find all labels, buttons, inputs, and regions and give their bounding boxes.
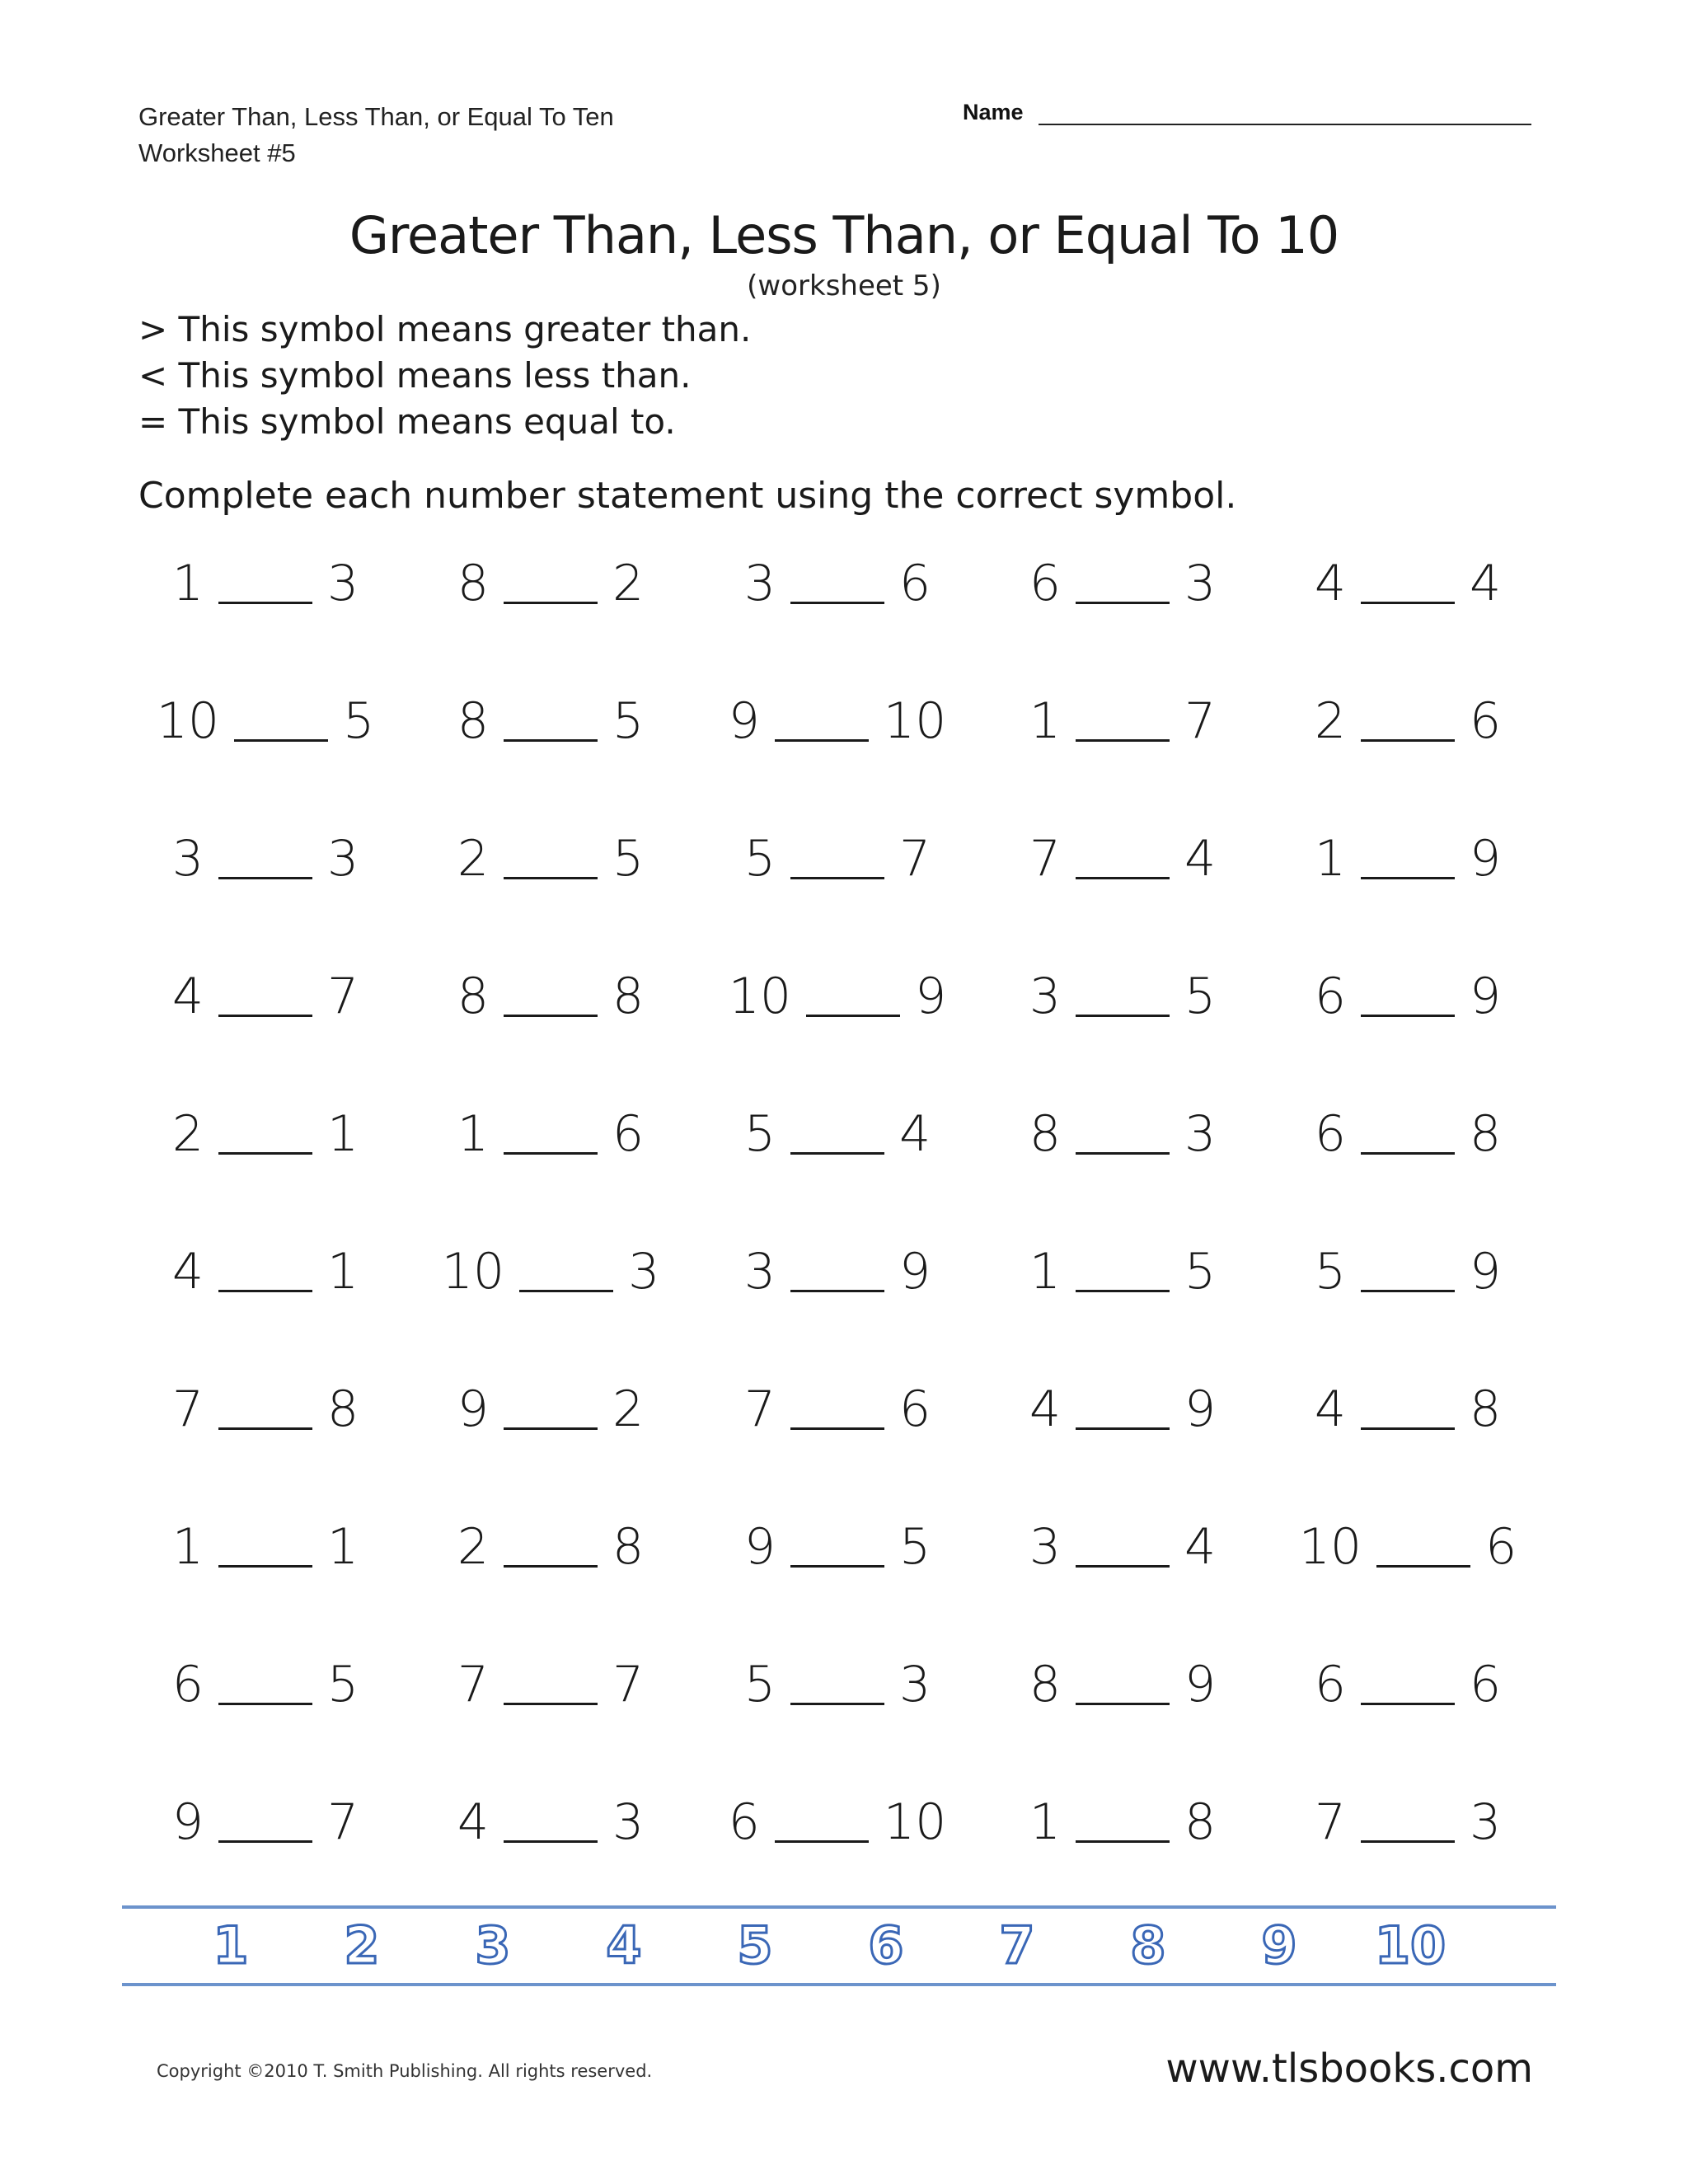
right-number: 2 — [612, 555, 645, 612]
right-number: 10 — [883, 692, 947, 750]
left-number: 9 — [728, 692, 760, 750]
answer-blank[interactable] — [1376, 1526, 1470, 1568]
left-number: 2 — [457, 830, 489, 888]
answer-blank[interactable] — [504, 976, 598, 1017]
left-number: 8 — [457, 555, 489, 612]
answer-blank[interactable] — [790, 1389, 884, 1430]
number-statement — [999, 551, 1246, 616]
right-number: 7 — [327, 968, 359, 1025]
answer-blank[interactable] — [790, 563, 884, 604]
left-number: 5 — [743, 1105, 776, 1163]
right-number: 5 — [343, 692, 375, 750]
answer-blank[interactable] — [1361, 838, 1455, 879]
left-number: 2 — [457, 1518, 489, 1576]
number-statement — [427, 963, 674, 1029]
website: www.tlsbooks.com — [1165, 2046, 1533, 2092]
answer-blank[interactable] — [1361, 1113, 1455, 1155]
right-number: 2 — [612, 1380, 645, 1438]
number-statement — [427, 1376, 674, 1442]
number-statement — [1284, 688, 1531, 754]
left-number: 6 — [1314, 1105, 1346, 1163]
number-statement — [999, 1239, 1246, 1305]
number-line — [122, 1905, 1556, 1986]
right-number: 4 — [1184, 830, 1217, 888]
number-statement — [714, 1514, 961, 1580]
left-number: 4 — [171, 1243, 204, 1301]
number-statement — [999, 1652, 1246, 1718]
right-number: 8 — [612, 968, 645, 1025]
legend-greater-than: > This symbol means greater than. — [138, 309, 752, 349]
right-number: 9 — [1184, 1380, 1217, 1438]
number-statement — [142, 1789, 389, 1855]
number-statement — [427, 1239, 674, 1305]
number-statement — [999, 1514, 1246, 1580]
right-number: 4 — [1184, 1518, 1217, 1576]
number-statement — [1284, 1239, 1531, 1305]
right-number: 5 — [327, 1656, 359, 1713]
left-number: 7 — [1314, 1793, 1346, 1851]
number-statement — [1284, 1514, 1531, 1580]
answer-blank[interactable] — [218, 563, 312, 604]
right-number: 9 — [915, 968, 947, 1025]
answer-blank[interactable] — [1361, 1802, 1455, 1843]
left-number: 6 — [171, 1656, 204, 1713]
answer-blank[interactable] — [504, 1664, 598, 1705]
right-number: 8 — [327, 1380, 359, 1438]
number-statement — [714, 1789, 961, 1855]
answer-blank[interactable] — [218, 1251, 312, 1292]
number-statement — [714, 1376, 961, 1442]
number-statement — [142, 1652, 389, 1718]
name-label: Name — [963, 100, 1024, 124]
left-number: 2 — [171, 1105, 204, 1163]
right-number: 9 — [1470, 830, 1502, 888]
number-line-digit: 4 — [606, 1915, 642, 1975]
answer-blank[interactable] — [1076, 563, 1170, 604]
right-number: 5 — [612, 692, 645, 750]
left-number: 10 — [1298, 1518, 1362, 1576]
answer-blank[interactable] — [504, 1389, 598, 1430]
number-statement — [714, 826, 961, 892]
number-statement — [1284, 963, 1531, 1029]
right-number: 8 — [1470, 1380, 1502, 1438]
left-number: 4 — [1314, 555, 1346, 612]
number-statement — [142, 1514, 389, 1580]
answer-blank[interactable] — [504, 1802, 598, 1843]
number-statement — [1284, 1376, 1531, 1442]
left-number: 7 — [1029, 830, 1061, 888]
right-number: 10 — [883, 1793, 947, 1851]
number-line-digit: 1 — [213, 1915, 249, 1975]
right-number: 5 — [1184, 1243, 1217, 1301]
number-statement — [1284, 1652, 1531, 1718]
right-number: 7 — [612, 1656, 645, 1713]
left-number: 9 — [743, 1518, 776, 1576]
answer-blank[interactable] — [1361, 1251, 1455, 1292]
number-statement — [1284, 826, 1531, 892]
answer-blank[interactable] — [1361, 1664, 1455, 1705]
right-number: 1 — [327, 1243, 359, 1301]
number-statement — [427, 826, 674, 892]
right-number: 3 — [612, 1793, 645, 1851]
number-statement — [714, 1652, 961, 1718]
answer-blank[interactable] — [218, 976, 312, 1017]
left-number: 8 — [457, 968, 489, 1025]
right-number: 4 — [899, 1105, 931, 1163]
right-number: 7 — [1184, 692, 1217, 750]
number-statement — [714, 551, 961, 616]
number-statement — [714, 963, 961, 1029]
number-line-digit: 3 — [475, 1915, 511, 1975]
right-number: 9 — [1470, 968, 1502, 1025]
number-statement — [1284, 1789, 1531, 1855]
answer-blank[interactable] — [790, 1113, 884, 1155]
answer-blank[interactable] — [1076, 1526, 1170, 1568]
left-number: 6 — [1029, 555, 1061, 612]
answer-blank[interactable] — [790, 1526, 884, 1568]
right-number: 3 — [1470, 1793, 1502, 1851]
left-number: 6 — [1314, 968, 1346, 1025]
number-line-digit: 6 — [868, 1915, 904, 1975]
number-line-digit: 5 — [737, 1915, 773, 1975]
left-number: 1 — [171, 555, 204, 612]
number-statement — [714, 1239, 961, 1305]
answer-blank[interactable] — [1076, 1664, 1170, 1705]
left-number: 9 — [457, 1380, 489, 1438]
number-statement — [1284, 1101, 1531, 1167]
right-number: 5 — [1184, 968, 1217, 1025]
left-number: 4 — [1029, 1380, 1061, 1438]
number-statement — [427, 1789, 674, 1855]
left-number: 1 — [1314, 830, 1346, 888]
left-number: 8 — [1029, 1105, 1061, 1163]
number-line-digit: 9 — [1261, 1915, 1297, 1975]
number-statement — [427, 551, 674, 616]
right-number: 5 — [899, 1518, 931, 1576]
number-statement — [427, 1514, 674, 1580]
number-line-digit: 8 — [1130, 1915, 1166, 1975]
left-number: 10 — [156, 692, 220, 750]
right-number: 3 — [1184, 1105, 1217, 1163]
worksheet-number: Worksheet #5 — [138, 138, 296, 167]
answer-blank[interactable] — [1076, 701, 1170, 742]
answer-blank[interactable] — [790, 838, 884, 879]
left-number: 3 — [171, 830, 204, 888]
left-number: 1 — [1029, 692, 1061, 750]
left-number: 5 — [743, 830, 776, 888]
number-statement — [142, 963, 389, 1029]
left-number: 8 — [457, 692, 489, 750]
number-statement — [142, 1101, 389, 1167]
left-number: 1 — [171, 1518, 204, 1576]
right-number: 3 — [628, 1243, 660, 1301]
number-statement — [427, 1101, 674, 1167]
answer-blank[interactable] — [1361, 976, 1455, 1017]
answer-blank[interactable] — [218, 1802, 312, 1843]
left-number: 5 — [743, 1656, 776, 1713]
left-number: 10 — [441, 1243, 505, 1301]
answer-blank[interactable] — [1076, 1389, 1170, 1430]
number-statement — [999, 1789, 1246, 1855]
number-statement — [142, 551, 389, 616]
answer-blank[interactable] — [218, 838, 312, 879]
number-line-digit: 2 — [344, 1915, 380, 1975]
left-number: 3 — [1029, 1518, 1061, 1576]
number-statement — [999, 826, 1246, 892]
number-line-digit: 7 — [999, 1915, 1035, 1975]
answer-blank[interactable] — [218, 1664, 312, 1705]
page-title: Greater Than, Less Than, or Equal To 10 — [349, 205, 1339, 265]
answer-blank[interactable] — [1076, 1802, 1170, 1843]
number-statement — [142, 688, 389, 754]
answer-blank[interactable] — [234, 701, 328, 742]
answer-blank[interactable] — [790, 1664, 884, 1705]
left-number: 6 — [1314, 1656, 1346, 1713]
left-number: 4 — [171, 968, 204, 1025]
copyright: Copyright ©2010 T. Smith Publishing. All rights reserved. — [157, 2061, 653, 2081]
left-number: 2 — [1314, 692, 1346, 750]
left-number: 8 — [1029, 1656, 1061, 1713]
answer-blank[interactable] — [504, 1113, 598, 1155]
left-number: 7 — [171, 1380, 204, 1438]
left-number: 7 — [457, 1656, 489, 1713]
right-number: 4 — [1470, 555, 1502, 612]
right-number: 6 — [612, 1105, 645, 1163]
right-number: 6 — [899, 1380, 931, 1438]
legend-equal-to: = This symbol means equal to. — [138, 401, 676, 442]
number-statement — [142, 1376, 389, 1442]
instructions: Complete each number statement using the correct symbol. — [138, 475, 1237, 517]
right-number: 9 — [1184, 1656, 1217, 1713]
left-number: 6 — [728, 1793, 760, 1851]
answer-blank[interactable] — [504, 701, 598, 742]
left-number: 10 — [728, 968, 792, 1025]
left-number: 3 — [1029, 968, 1061, 1025]
right-number: 8 — [612, 1518, 645, 1576]
left-number: 5 — [1314, 1243, 1346, 1301]
number-line-digit: 10 — [1374, 1915, 1447, 1975]
right-number: 9 — [899, 1243, 931, 1301]
answer-blank[interactable] — [519, 1251, 613, 1292]
page-subtitle: (worksheet 5) — [747, 269, 941, 302]
left-number: 1 — [1029, 1243, 1061, 1301]
right-number: 3 — [327, 555, 359, 612]
right-number: 8 — [1470, 1105, 1502, 1163]
right-number: 7 — [899, 830, 931, 888]
answer-blank[interactable] — [1076, 1113, 1170, 1155]
right-number: 3 — [1184, 555, 1217, 612]
number-statement — [427, 1652, 674, 1718]
answer-blank[interactable] — [504, 563, 598, 604]
right-number: 6 — [1470, 692, 1502, 750]
number-statement — [142, 826, 389, 892]
left-number: 1 — [457, 1105, 489, 1163]
right-number: 1 — [327, 1105, 359, 1163]
answer-blank[interactable] — [218, 1113, 312, 1155]
right-number: 8 — [1184, 1793, 1217, 1851]
right-number: 7 — [327, 1793, 359, 1851]
document-title: Greater Than, Less Than, or Equal To Ten — [138, 102, 614, 131]
answer-blank[interactable] — [1361, 1389, 1455, 1430]
answer-blank[interactable] — [218, 1389, 312, 1430]
answer-blank[interactable] — [1076, 1251, 1170, 1292]
answer-blank[interactable] — [775, 701, 869, 742]
right-number: 5 — [612, 830, 645, 888]
left-number: 1 — [1029, 1793, 1061, 1851]
number-statement — [142, 1239, 389, 1305]
answer-blank[interactable] — [806, 976, 900, 1017]
left-number: 4 — [457, 1793, 489, 1851]
right-number: 3 — [327, 830, 359, 888]
number-statement — [999, 1101, 1246, 1167]
number-statement — [999, 1376, 1246, 1442]
right-number: 6 — [1470, 1656, 1502, 1713]
answer-blank[interactable] — [1076, 838, 1170, 879]
answer-blank[interactable] — [1076, 976, 1170, 1017]
answer-blank[interactable] — [775, 1802, 869, 1843]
answer-blank[interactable] — [504, 1526, 598, 1568]
left-number: 7 — [743, 1380, 776, 1438]
left-number: 3 — [743, 1243, 776, 1301]
right-number: 3 — [899, 1656, 931, 1713]
left-number: 3 — [743, 555, 776, 612]
left-number: 9 — [171, 1793, 204, 1851]
left-number: 4 — [1314, 1380, 1346, 1438]
answer-blank[interactable] — [790, 1251, 884, 1292]
right-number: 9 — [1470, 1243, 1502, 1301]
legend-less-than: < This symbol means less than. — [138, 355, 692, 396]
right-number: 6 — [1485, 1518, 1517, 1576]
number-statement — [999, 688, 1246, 754]
number-statement — [999, 963, 1246, 1029]
answer-blank[interactable] — [218, 1526, 312, 1568]
number-statement — [714, 1101, 961, 1167]
number-statement — [714, 688, 961, 754]
right-number: 6 — [899, 555, 931, 612]
answer-blank[interactable] — [1361, 701, 1455, 742]
answer-blank[interactable] — [504, 838, 598, 879]
number-statement — [1284, 551, 1531, 616]
number-statement — [427, 688, 674, 754]
right-number: 1 — [327, 1518, 359, 1576]
answer-blank[interactable] — [1361, 563, 1455, 604]
